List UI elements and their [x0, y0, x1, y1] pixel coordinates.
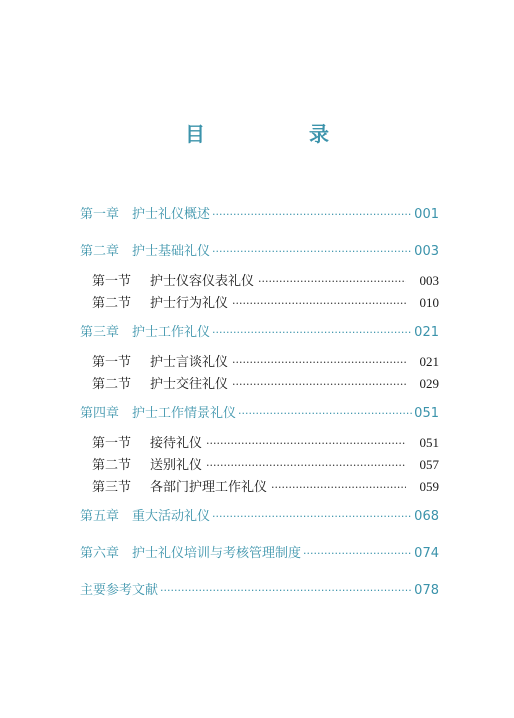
toc-entry-number: 第二节: [92, 296, 132, 311]
toc-title: 目 录: [185, 122, 371, 146]
toc-leader-dots: [206, 437, 405, 450]
toc-entry-label: [80, 542, 301, 561]
toc-chapter-entry[interactable]: [80, 321, 439, 340]
toc-chapter-entry[interactable]: [80, 240, 439, 259]
toc-page-number: 059: [419, 479, 439, 494]
toc-section-entry[interactable]: [92, 476, 439, 495]
toc-page-number: 057: [419, 457, 439, 472]
toc-entry-title: 送别礼仪: [150, 458, 203, 473]
toc-leader-dots: [212, 510, 412, 523]
toc-entry-label: [92, 476, 267, 495]
toc-page-number: 029: [419, 376, 439, 391]
toc-page-number: 021: [414, 325, 439, 340]
toc-entry-number: 第三章: [80, 325, 120, 340]
toc-chapter-entry[interactable]: [80, 542, 439, 561]
toc-section-entry[interactable]: [92, 454, 439, 473]
toc-entry-title: 重大活动礼仪: [132, 509, 211, 524]
toc-page-number: 003: [419, 273, 439, 288]
toc-leader-dots: [232, 297, 405, 310]
toc-entry-title: 护士礼仪概述: [132, 207, 211, 222]
toc-entry-number: 第一章: [80, 207, 120, 222]
toc-entry-label: [80, 203, 210, 222]
toc-entry-number: 第二节: [92, 458, 132, 473]
toc-entry-number: 第一节: [92, 274, 132, 289]
toc-entry-number: 第三节: [92, 480, 132, 495]
toc-entry-title: 护士言谈礼仪: [150, 355, 229, 370]
toc-leader-dots: [232, 378, 405, 391]
toc-entry-number: 第四章: [80, 406, 120, 421]
toc-entry-label: [92, 351, 228, 370]
toc-chapter-entry[interactable]: [80, 203, 439, 222]
toc-entry-label: [80, 505, 210, 524]
toc-entry-title: 护士基础礼仪: [132, 244, 211, 259]
toc-section-entry[interactable]: [92, 432, 439, 451]
toc-page-number: 021: [419, 354, 439, 369]
toc-page-number: 001: [414, 207, 439, 222]
toc-leader-dots: [258, 275, 405, 288]
toc-leader-dots: [232, 356, 405, 369]
toc-page-number: 078: [414, 583, 439, 598]
toc-entry-label: [80, 240, 210, 259]
toc-entry-title: 护士工作情景礼仪: [132, 406, 237, 421]
toc-leader-dots: [212, 326, 412, 339]
toc-entry-number: 第五章: [80, 509, 120, 524]
toc-section-entry[interactable]: [92, 270, 439, 289]
toc-leader-dots: [271, 481, 405, 494]
toc-entry-number: 第二节: [92, 377, 132, 392]
toc-entry-number: 第二章: [80, 244, 120, 259]
toc-entry-number: 第一节: [92, 436, 132, 451]
toc-entry-title: 护士仪容仪表礼仪: [150, 274, 255, 289]
toc-entry-title: 各部门护理工作礼仪: [150, 480, 268, 495]
toc-leader-dots: [212, 208, 412, 221]
toc-chapter-entry[interactable]: [80, 579, 439, 598]
toc-section-entry[interactable]: [92, 292, 439, 311]
toc-entry-label: [92, 270, 254, 289]
toc-entry-label: [80, 321, 210, 340]
toc-page-number: 074: [414, 546, 439, 561]
toc-entry-label: [92, 454, 202, 473]
toc-entry-title: 护士礼仪培训与考核管理制度: [132, 546, 302, 561]
toc-chapter-entry[interactable]: [80, 505, 439, 524]
toc-page-number: 010: [419, 295, 439, 310]
toc-leader-dots: [160, 584, 412, 597]
toc-leader-dots: [206, 459, 405, 472]
toc-page-number: 068: [414, 509, 439, 524]
toc-page-number: 051: [419, 435, 439, 450]
toc-entry-title: 护士工作礼仪: [132, 325, 211, 340]
toc-chapter-entry[interactable]: [80, 402, 439, 421]
toc-entry-title: 接待礼仪: [150, 436, 203, 451]
toc-entry-label: [80, 402, 236, 421]
toc-page-number: 003: [414, 244, 439, 259]
toc-leader-dots: [303, 547, 412, 560]
toc-entry-label: [80, 579, 158, 598]
toc-page-number: 051: [414, 406, 439, 421]
toc-leader-dots: [238, 407, 412, 420]
toc-entry-number: 第六章: [80, 546, 120, 561]
toc-section-entry[interactable]: [92, 373, 439, 392]
toc-entry-title: 护士行为礼仪: [150, 296, 229, 311]
toc-entry-title: 护士交往礼仪: [150, 377, 229, 392]
toc-entry-number: 第一节: [92, 355, 132, 370]
toc-leader-dots: [212, 245, 412, 258]
toc-entry-label: [92, 373, 228, 392]
toc-entry-label: [92, 432, 202, 451]
toc-entry-label: [92, 292, 228, 311]
toc-entry-title: 主要参考文献: [80, 583, 159, 598]
toc-section-entry[interactable]: [92, 351, 439, 370]
